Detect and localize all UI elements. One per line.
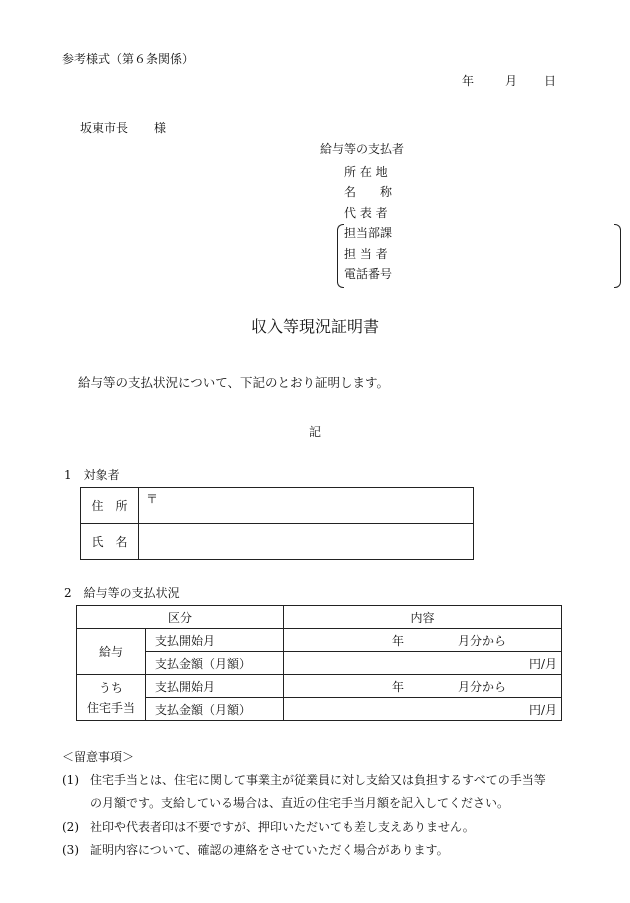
contact-bracket-right	[614, 224, 621, 288]
salary-start-value	[284, 629, 562, 652]
date-day-label: 日	[544, 74, 557, 88]
note-number: (2)	[62, 820, 79, 834]
section2-heading: 2 給与等の支払状況	[64, 586, 180, 600]
notes-heading: ＜留意事項＞	[62, 750, 135, 764]
note-text: 社印や代表者印は不要ですが、押印いただいても差し支えありません。	[90, 820, 475, 834]
reference-form-label: 参考様式（第６条関係）	[62, 52, 195, 66]
salary-label: 給与	[77, 629, 146, 675]
addressee	[80, 121, 166, 135]
address-value: 〒	[139, 488, 474, 524]
subject-table	[80, 487, 474, 560]
addressee-honorific: 様	[154, 121, 167, 135]
payer-field-name: 名 称	[344, 185, 393, 199]
note-text: 住宅手当とは、住宅に関して事業主が従業員に対し支給又は負担するすべての手当等	[90, 773, 546, 787]
salary-amount-value	[284, 652, 562, 675]
table-row	[77, 675, 562, 698]
payer-field-department: 担当部課	[344, 226, 393, 240]
category-header: 区分	[77, 606, 284, 629]
housing-amount-label: 支払金額（月額）	[146, 698, 284, 721]
payer-field-address: 所 在 地	[344, 165, 388, 179]
payment-table	[76, 605, 562, 721]
addressee-name: 坂東市長	[80, 121, 129, 135]
section1-heading: 1 対象者	[64, 468, 120, 482]
salary-start-month-from: 月分から	[458, 634, 507, 648]
note-number: (1)	[62, 773, 79, 787]
table-row	[77, 652, 562, 675]
table-row	[81, 524, 474, 560]
payer-field-representative: 代 表 者	[344, 206, 388, 220]
table-row	[77, 698, 562, 721]
housing-label	[77, 675, 146, 721]
payer-field-phone: 電話番号	[344, 267, 393, 281]
date-year-label: 年	[462, 74, 475, 88]
note-item	[62, 843, 449, 857]
housing-label-line1: うち	[98, 680, 123, 695]
payer-field-contact-person: 担 当 者	[344, 247, 388, 261]
name-value	[139, 524, 474, 560]
note-item-continuation: の月額です。支給している場合は、直近の住宅手当月額を記入してください。	[90, 796, 510, 810]
housing-label-line2: 住宅手当	[86, 700, 135, 715]
housing-amount-unit: 円/月	[528, 703, 557, 717]
payer-heading: 給与等の支払者	[320, 142, 405, 156]
housing-start-label: 支払開始月	[146, 675, 284, 698]
table-row	[77, 606, 562, 629]
contact-bracket-left	[337, 224, 344, 288]
note-item	[62, 773, 546, 787]
content-header: 内容	[284, 606, 562, 629]
housing-start-year: 年	[392, 680, 405, 694]
name-label: 氏 名	[81, 524, 139, 560]
intro-text: 給与等の支払状況について、下記のとおり証明します。	[78, 375, 390, 390]
note-item	[62, 820, 475, 834]
date-month-label: 月	[505, 74, 518, 88]
salary-start-year: 年	[392, 634, 405, 648]
salary-start-label: 支払開始月	[146, 629, 284, 652]
housing-amount-value	[284, 698, 562, 721]
ki-mark: 記	[308, 425, 321, 439]
document-title: 収入等現況証明書	[250, 317, 379, 336]
note-number: (3)	[62, 843, 79, 857]
housing-start-value	[284, 675, 562, 698]
housing-start-month-from: 月分から	[458, 680, 507, 694]
note-text: 証明内容について、確認の連絡をさせていただく場合があります。	[90, 843, 449, 857]
salary-amount-label: 支払金額（月額）	[146, 652, 284, 675]
table-row	[81, 488, 474, 524]
table-row	[77, 629, 562, 652]
address-label: 住 所	[81, 488, 139, 524]
salary-amount-unit: 円/月	[528, 657, 557, 671]
